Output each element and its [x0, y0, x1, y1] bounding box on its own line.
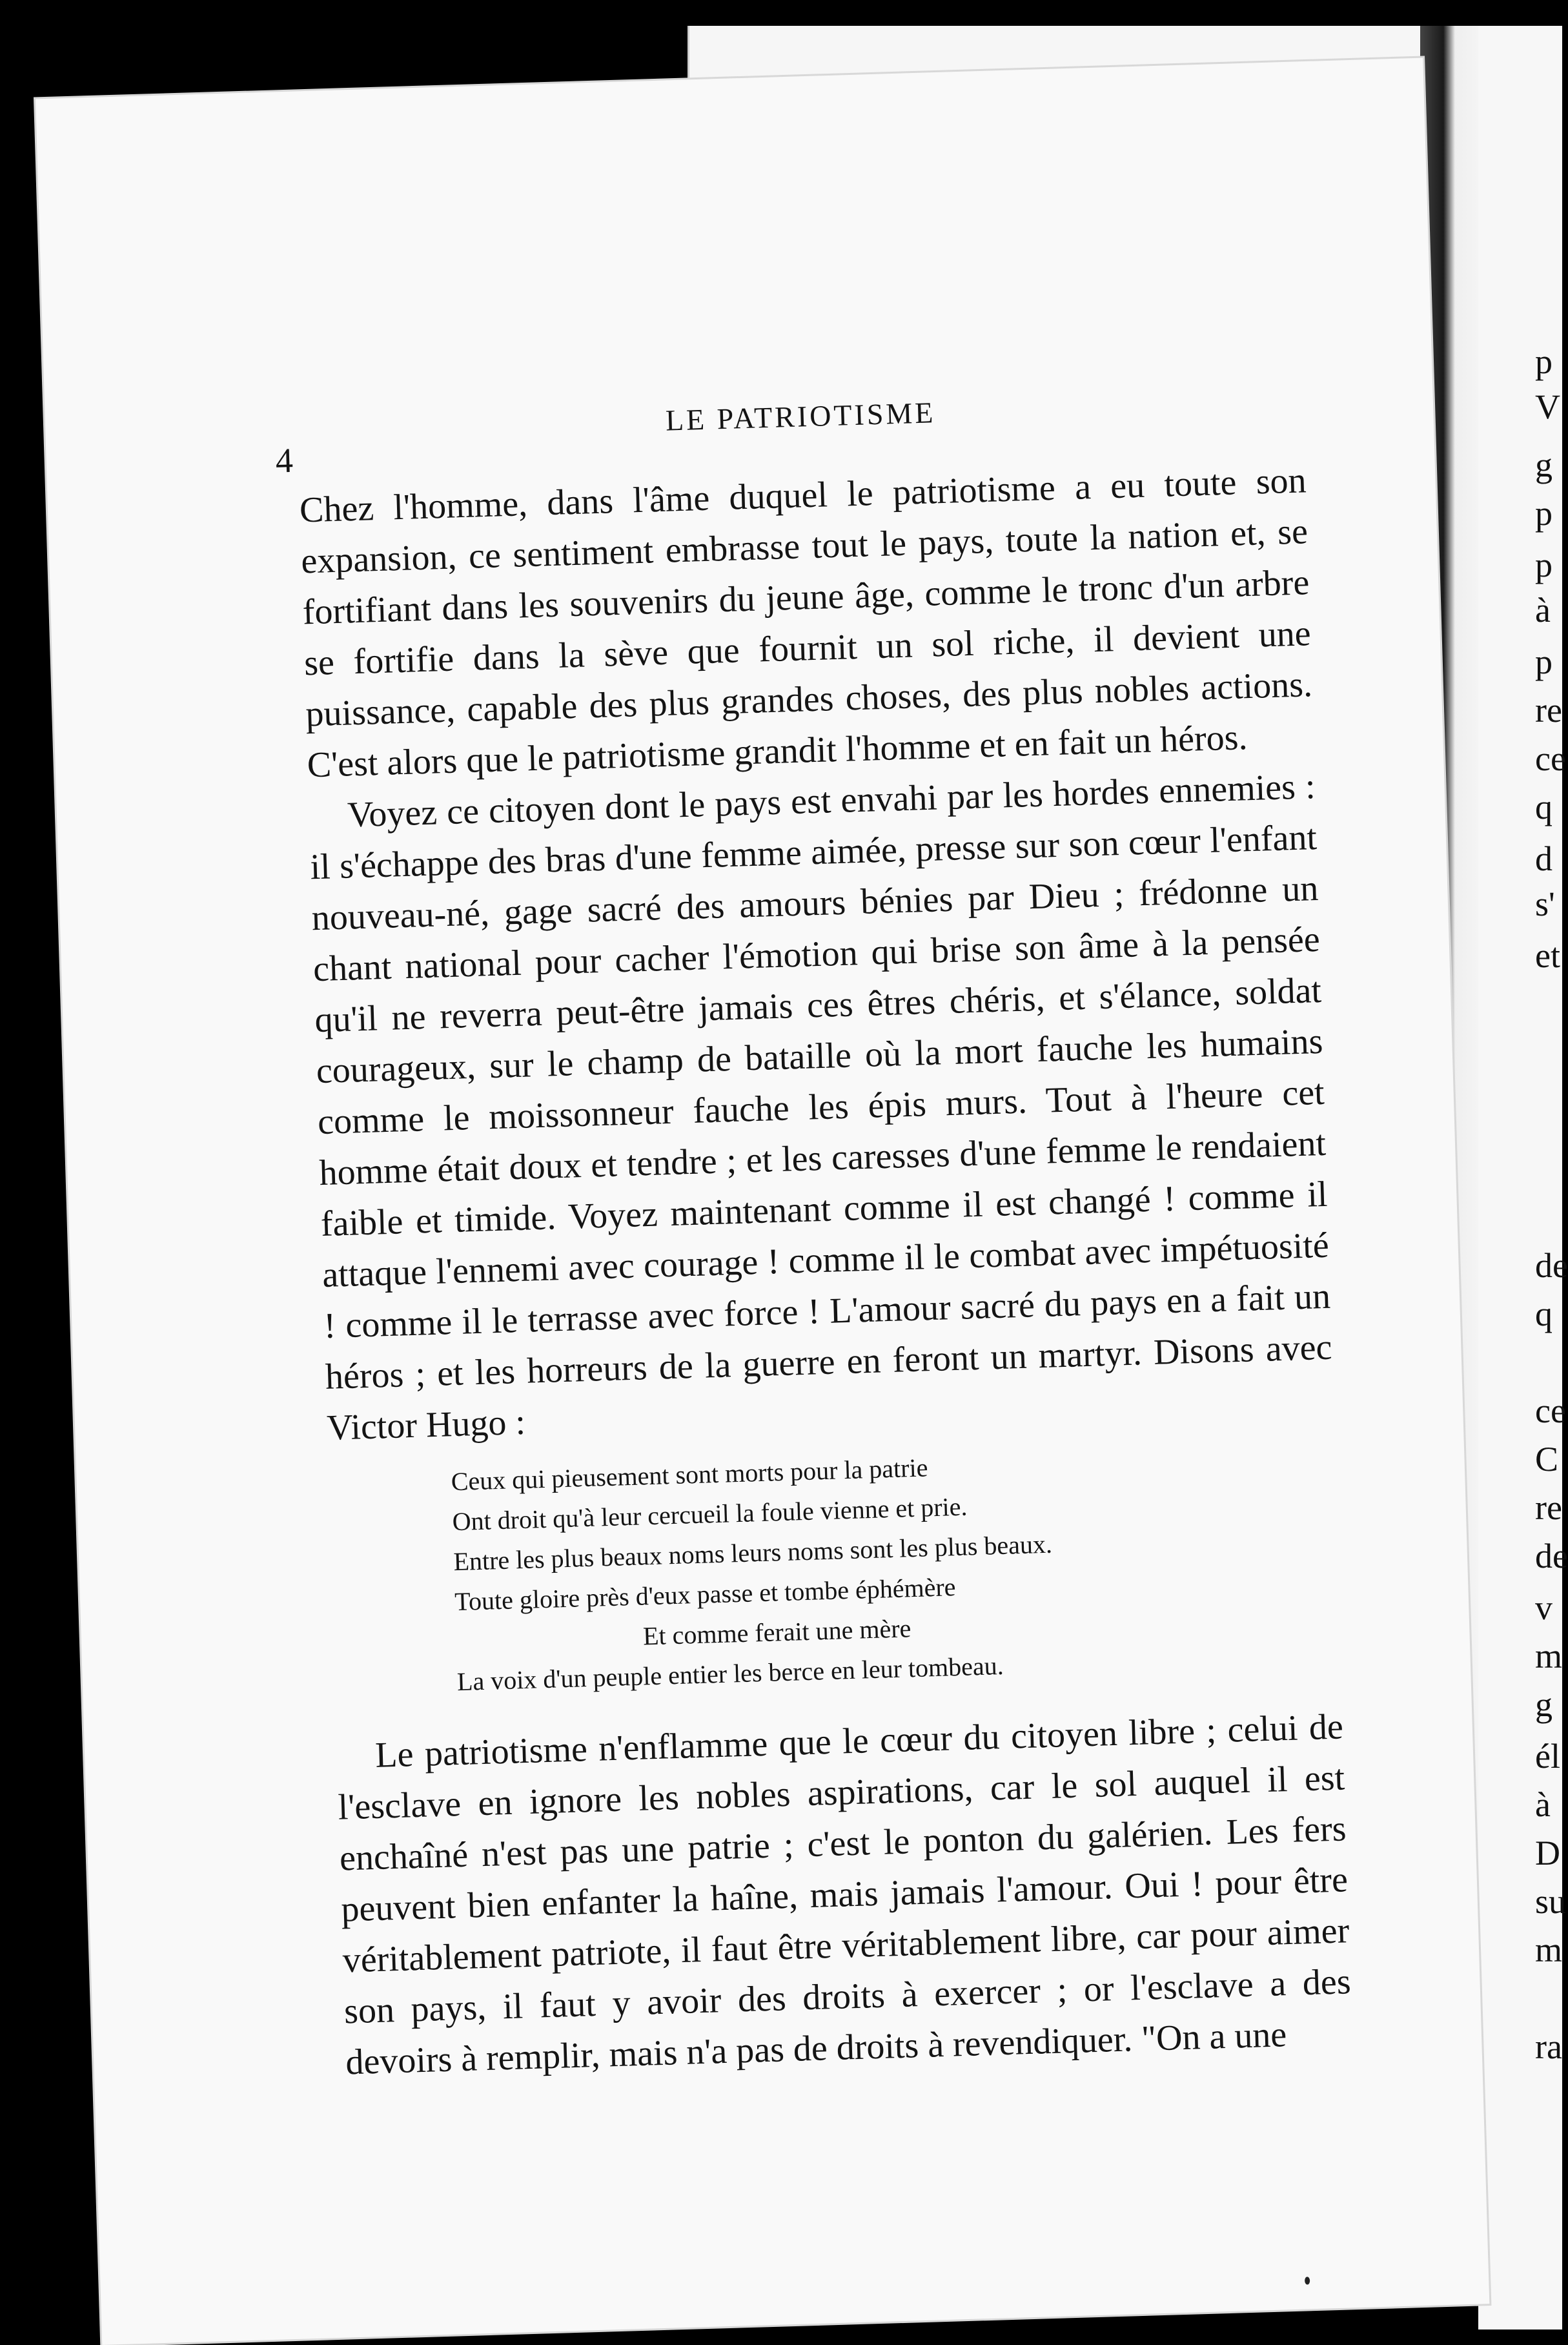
- facing-page-fragment: re: [1535, 1488, 1562, 1527]
- facing-page-fragment: g: [1535, 1685, 1553, 1724]
- facing-page-fragment: p: [1535, 494, 1553, 533]
- facing-page-fragment: p: [1535, 546, 1553, 584]
- poem-line: Entre les plus beaux noms leurs noms sont les plus beaux.: [453, 1529, 1053, 1577]
- facing-page-fragment: su: [1535, 1882, 1567, 1921]
- facing-page-fragment: re: [1535, 691, 1562, 730]
- paragraph-3: Le patriotisme n'enflamme que le cœur du citoyen libre ; celui de l'esclave en ignore les nobles aspirations, car le sol auquel il est enchaîné n'est pas une patrie ; c'est le ponton du galérien. Les fers peuvent bien enfanter la haîne, mais jamais l'amour. Oui ! pour être véritablement patriote, il faut être véritablement libre, car pour aimer son pays, il faut y avoir des droits à exercer ; or l'esclave a des devoirs à remplir, mais n'a pas de droits à revendiquer. "On a une: [337, 1706, 1352, 2083]
- facing-page-fragment: p: [1535, 342, 1553, 381]
- facing-page-fragment: m: [1535, 1930, 1563, 1969]
- ink-speck: [1305, 2277, 1310, 2284]
- book-page: [36, 58, 1489, 2345]
- facing-page-fragment: p: [1535, 642, 1553, 681]
- body-text: [299, 455, 1353, 2088]
- facing-page-fragment: él: [1535, 1737, 1560, 1776]
- facing-page-fragment: d: [1535, 839, 1553, 878]
- poem-line: La voix d'un peuple entier les berce en leur tombeau.: [456, 1650, 1004, 1697]
- running-head: LE PATRIOTISME: [665, 396, 937, 437]
- facing-page-fragment: de: [1535, 1246, 1568, 1285]
- paragraph-2: Voyez ce citoyen dont le pays est envahi par les hordes ennemies : il s'échappe des bras d'une femme aimée, presse sur son cœur l'enfant nouveau-né, gage sacré des amours bénies par Dieu ; frédonne un chant national pour cacher l'émotion qui brise son âme à la pensée qu'il ne reverra peut-être jamais ces êtres chéris, et s'élance, soldat courageux, sur le champ de bataille où la mort fauche les humains comme le moissonneur fauche les épis murs. Tout à l'heure cet homme était doux et tendre ; et les caresses d'une femme le rendaient faible et timide. Voyez maintenant comme il est changé ! comme il attaque l'ennemi avec courage ! comme il le combat avec impétuosité ! comme il le terrasse avec force ! L'amour sacré du pays en a fait un héros ; et les horreurs de la guerre en feront un martyr. Disons avec Victor Hugo :: [309, 766, 1333, 1448]
- poem-line: Toute gloire près d'eux passe et tombe éphémère: [454, 1572, 957, 1617]
- facing-page-fragment: q: [1535, 788, 1553, 826]
- page-number: 4: [274, 440, 294, 480]
- facing-page-fragment: ce: [1535, 1391, 1566, 1430]
- facing-page-fragment: v: [1535, 1588, 1553, 1627]
- facing-page-fragment: à: [1535, 1785, 1551, 1824]
- poem-line: Ceux qui pieusement sont morts pour la patrie: [451, 1453, 928, 1497]
- poem-quote: [451, 1436, 1341, 1702]
- facing-page-fragment: ce: [1535, 739, 1566, 778]
- facing-page-fragment: q: [1535, 1295, 1553, 1333]
- facing-page-fragment: de: [1535, 1537, 1568, 1575]
- page-content: [274, 223, 1352, 2083]
- facing-page-fragment: m: [1535, 1637, 1563, 1675]
- facing-page-fragment: g: [1535, 445, 1553, 484]
- facing-page-fragment: et: [1535, 936, 1560, 975]
- facing-page-fragment: V: [1535, 387, 1560, 426]
- facing-page-fragment: s': [1535, 885, 1555, 923]
- facing-page-fragment: à: [1535, 591, 1551, 630]
- poem-line: Et comme ferait une mère: [642, 1613, 911, 1651]
- facing-page-fragment: ra: [1535, 2027, 1562, 2066]
- facing-page-fragment: C: [1535, 1440, 1559, 1479]
- facing-page-fragment: D: [1535, 1834, 1560, 1872]
- poem-line: Ont droit qu'à leur cercueil la foule vienne et prie.: [452, 1491, 968, 1537]
- paragraph-1: Chez l'homme, dans l'âme duquel le patriotisme a eu toute son expansion, ce sentiment embrasse tout le pays, toute la nation et, se fortifiant dans les souvenirs du jeune âge, comme le tronc d'un arbre se fortifie dans la sève que fournit un sol riche, il devient une puissance, capable des plus grandes choses, des plus nobles actions. C'est alors que le patriotisme grandit l'homme et en fait un héros.: [299, 460, 1313, 786]
